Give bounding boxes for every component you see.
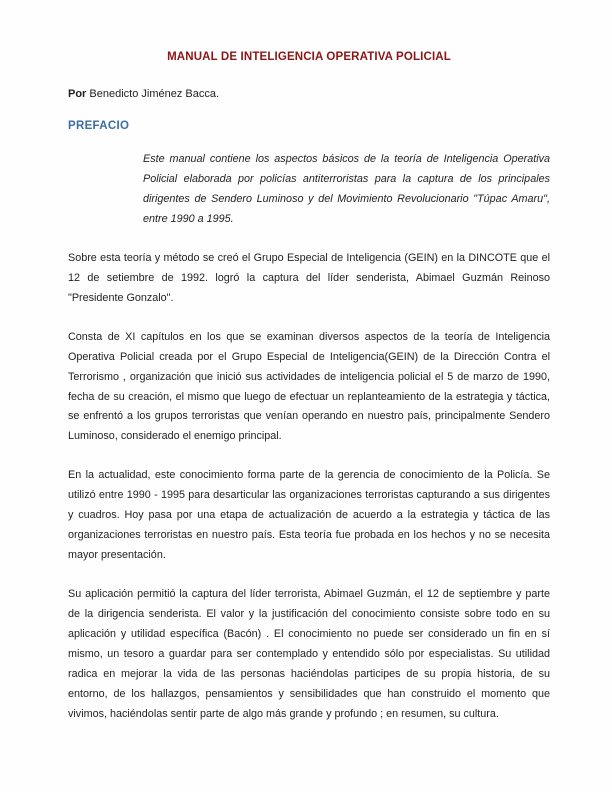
- quote-block: [68, 150, 550, 230]
- page-title: MANUAL DE INTELIGENCIA OPERATIVA POLICIAL: [167, 51, 451, 63]
- quote-text: Este manual contiene los aspectos básicos de la teoría de Inteligencia Operativa Policial elaborada por policías antiterroristas para la captura de los principales dirigentes de Sendero Luminoso y del Movimiento Revolucionario "Túpac Amaru", entre 1990 a 1995.: [143, 152, 550, 225]
- body-paragraph: Consta de XI capítulos en los que se examinan diversos aspectos de la teoría de Inteligencia Operativa Policial creada por el Grupo Especial de Inteligencia(GEIN) de la Dirección Contra el Terrorismo , organización que inició sus actividades de inteligencia policial el 5 de marzo de 1990, fecha de su creación, el mismo que luego de efectuar un replanteamiento de la estrategia y táctica, se enfrentó a los grupos terroristas que venían operando en nuestro país, principalmente Sendero Luminoso, considerado el enemigo principal.: [68, 330, 550, 443]
- document-content: [68, 50, 550, 725]
- byline: [68, 87, 550, 103]
- body-paragraph: En la actualidad, este conocimiento forma parte de la gerencia de conocimiento de la Policía. Se utilizó entre 1990 - 1995 para desarticular las organizaciones terroristas capturando a sus dirigentes y cuadros. Hoy pasa por una etapa de actualización de acuerdo a la estrategia y táctica de las organizaciones terroristas en nuestro país. Esta teoría fue probada en los hechos y no se necesita mayor presentación.: [68, 469, 550, 562]
- body-paragraph: Sobre esta teoría y método se creó el Grupo Especial de Inteligencia (GEIN) en la DINCOTE que el 12 de setiembre de 1992. logró la captura del líder senderista, Abimael Guzmán Reinoso "Presidente Gonzalo".: [68, 251, 550, 304]
- section-heading-prefacio: PREFACIO: [68, 119, 130, 132]
- body-paragraph: Su aplicación permitió la captura del líder terrorista, Abimael Guzmán, el 12 de septiembre y parte de la dirigencia senderista. El valor y la justificación del conocimiento consiste sobre todo en su aplicación y utilidad específica (Bacón) . El conocimiento no puede ser considerado un fin en sí mismo, un tesoro a guardar para ser contemplado y entendido sólo por especialistas. Su utilidad radica en mejorar la vida de las personas haciéndolas participes de su propia historia, de su entorno, de los hallazgos, pensamientos y sensibilidades que han construido el momento que vivimos, haciéndolas sentir parte de algo más grande y profundo ; en resumen, su cultura.: [68, 588, 550, 721]
- byline-label: Por: [68, 87, 87, 100]
- byline-author: Benedicto Jiménez Bacca.: [89, 87, 220, 100]
